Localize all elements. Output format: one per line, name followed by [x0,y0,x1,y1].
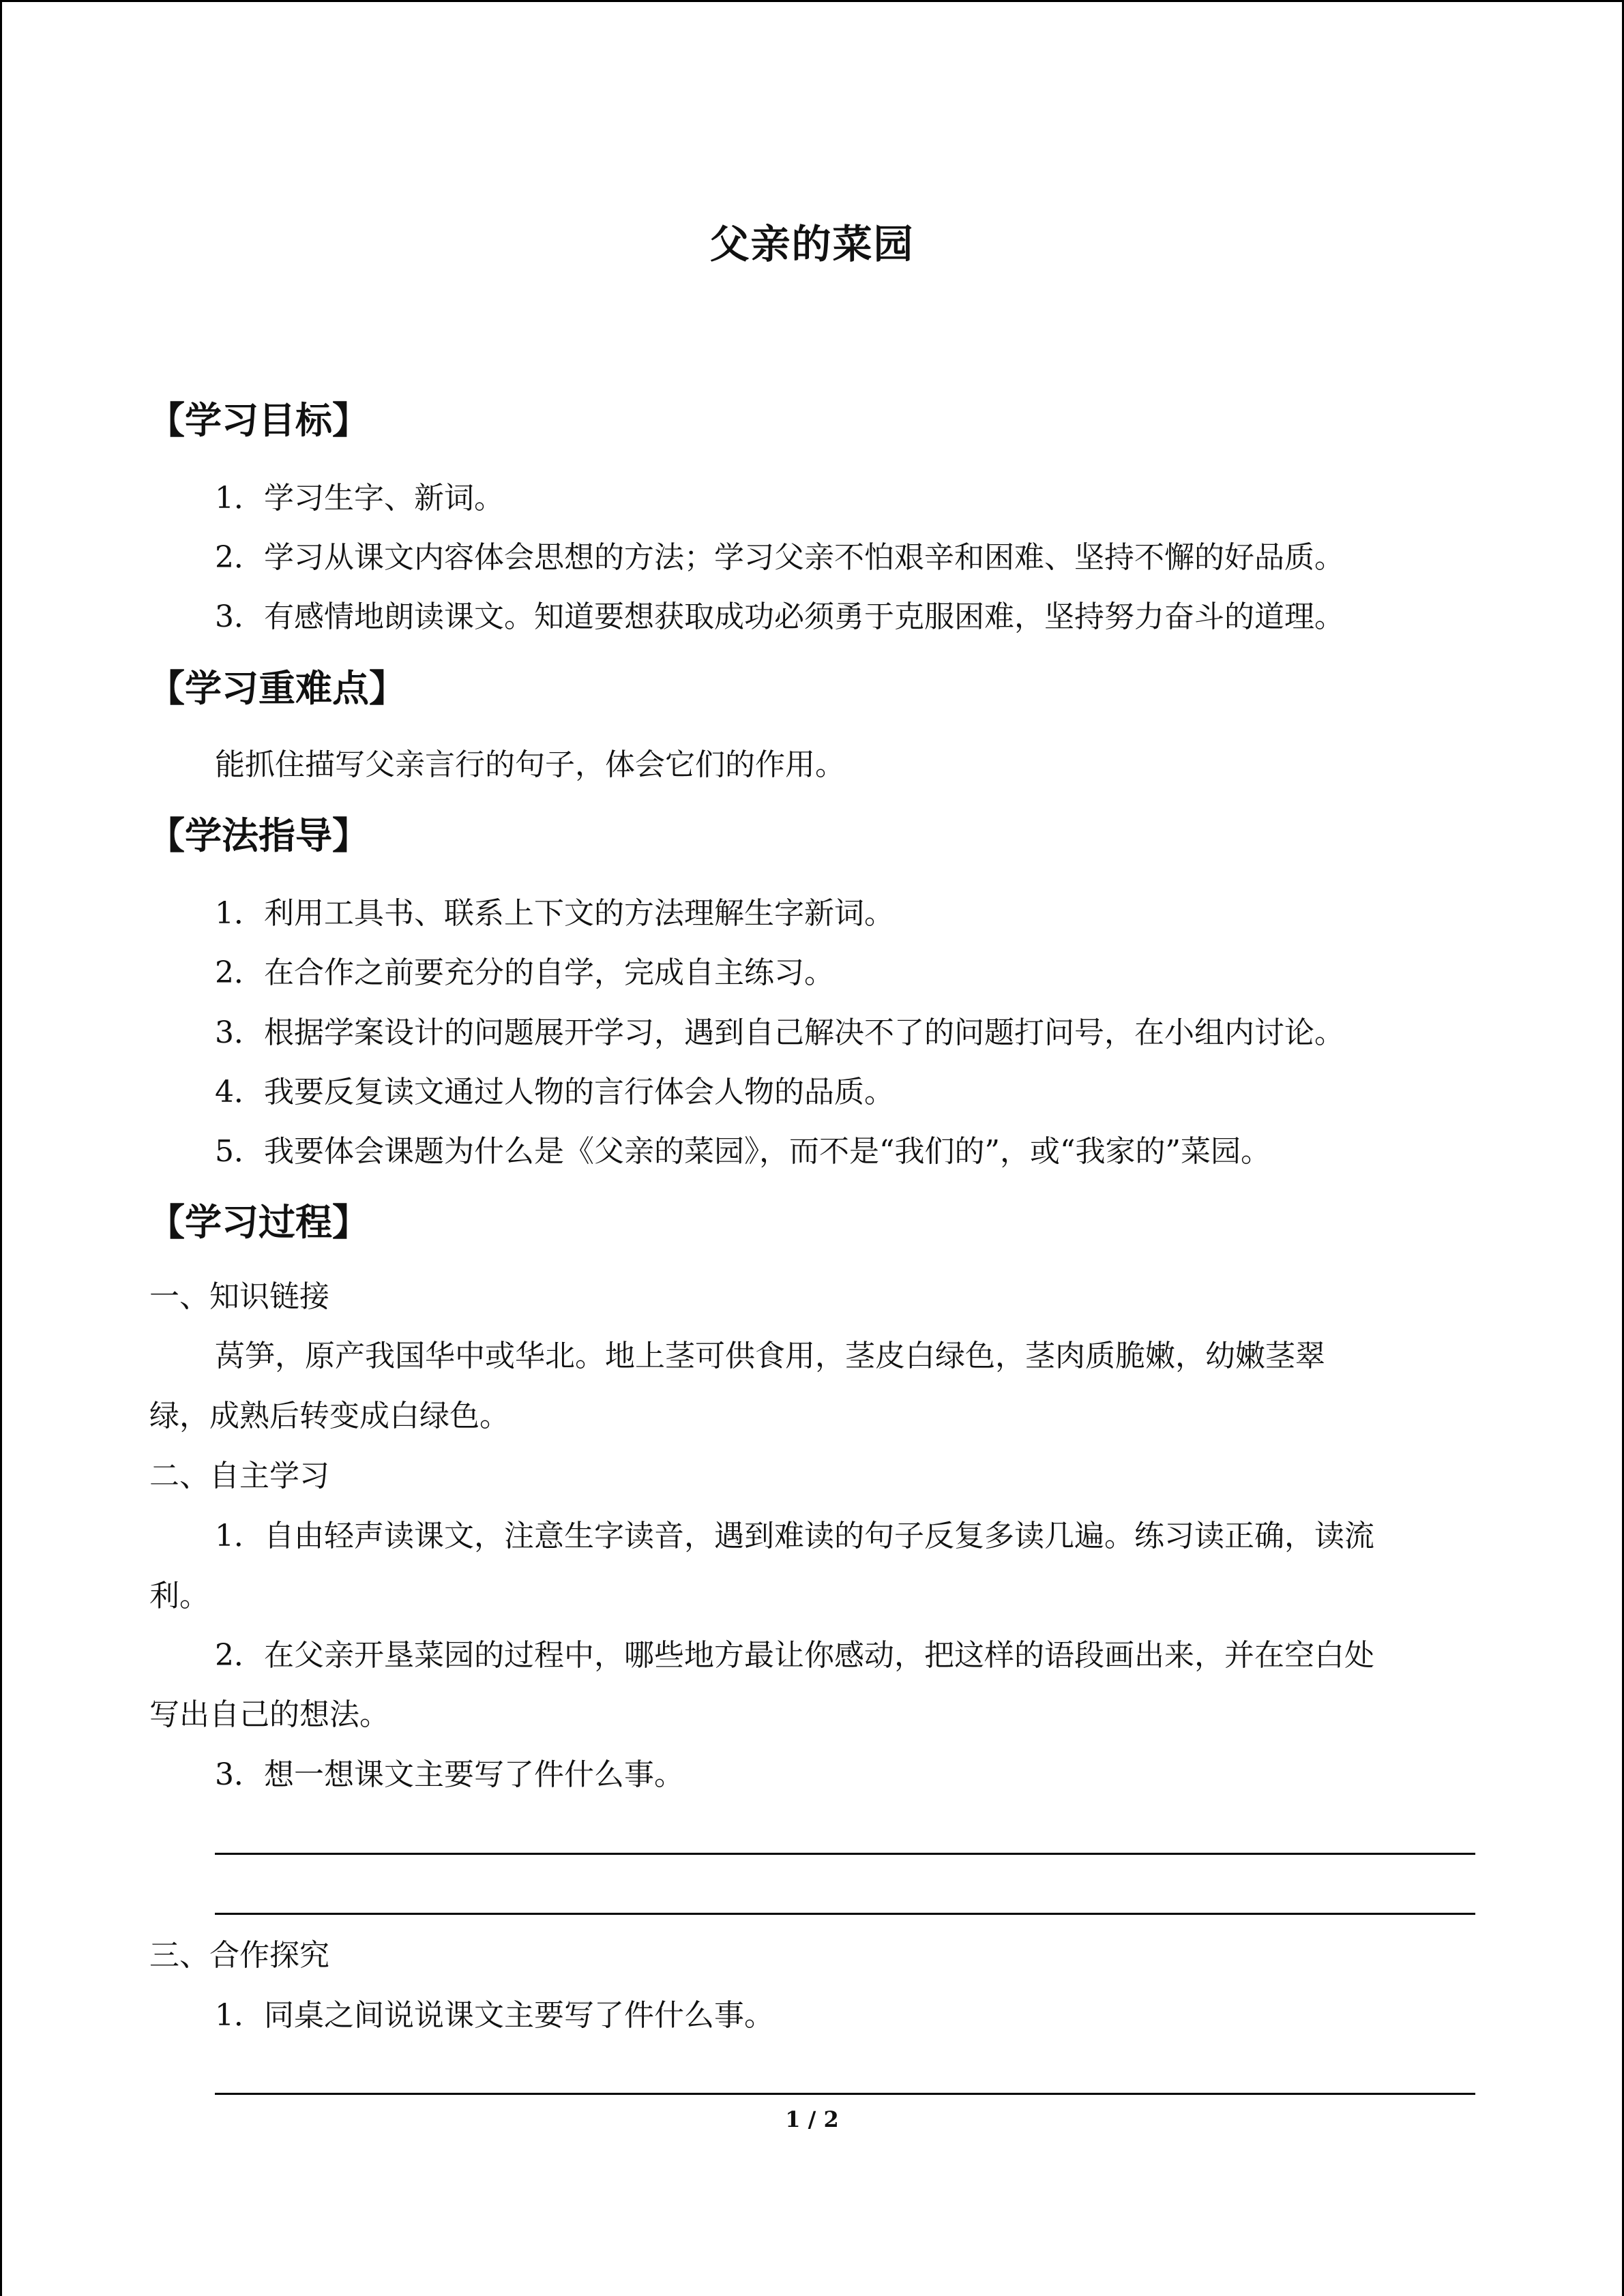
paragraph-line: 莴笋，原产我国华中或华北。地上茎可供食用，茎皮白绿色，茎肉质脆嫩，幼嫩茎翠 [215,1339,1325,1373]
section-heading-key-points: 【学习重难点】 [148,667,406,710]
cooperation-item: 1．同桌之间说说课文主要写了件什么事。 [215,1998,774,2033]
self-study-item-continued: 写出自己的想法。 [149,1697,389,1732]
method-item: 2．在合作之前要充分的自学，完成自主练习。 [215,955,834,990]
self-study-item: 1．自由轻声读课文，注意生字读音，遇到难读的句子反复多读几遍。练习读正确，读流 [215,1519,1374,1553]
goal-item: 3．有感情地朗读课文。知道要想获取成功必须勇于克服困难，坚持努力奋斗的道理。 [215,599,1344,634]
section-heading-process: 【学习过程】 [148,1201,369,1244]
key-points-text: 能抓住描写父亲言行的句子，体会它们的作用。 [215,747,845,782]
goal-item: 1．学习生字、新词。 [215,481,504,516]
self-study-item-continued: 利。 [149,1579,209,1613]
page-number: 1 / 2 [785,2106,839,2132]
paragraph-line: 绿，成熟后转变成白绿色。 [149,1399,510,1433]
part-title-self-study: 二、自主学习 [149,1459,329,1493]
answer-line[interactable] [215,2093,1475,2095]
method-item: 5．我要体会课题为什么是《父亲的菜园》，而不是“我们的”，或“我家的”菜园。 [215,1134,1271,1169]
self-study-item: 3．想一想课文主要写了件什么事。 [215,1757,684,1792]
self-study-item: 2．在父亲开垦菜园的过程中，哪些地方最让你感动，把这样的语段画出来，并在空白处 [215,1638,1374,1673]
answer-line[interactable] [215,1853,1475,1855]
section-heading-method: 【学法指导】 [148,814,369,857]
part-title-knowledge-link: 一、知识链接 [149,1279,329,1314]
method-item: 3．根据学案设计的问题展开学习，遇到自己解决不了的问题打问号，在小组内讨论。 [215,1015,1344,1050]
method-item: 1．利用工具书、联系上下文的方法理解生字新词。 [215,896,894,931]
section-heading-goals: 【学习目标】 [148,399,369,442]
page-title: 父亲的菜园 [709,221,915,267]
part-title-cooperation: 三、合作探究 [149,1938,329,1973]
goal-item: 2．学习从课文内容体会思想的方法；学习父亲不怕艰辛和困难、坚持不懈的好品质。 [215,540,1344,575]
method-item: 4．我要反复读文通过人物的言行体会人物的品质。 [215,1075,894,1109]
answer-line[interactable] [215,1913,1475,1915]
